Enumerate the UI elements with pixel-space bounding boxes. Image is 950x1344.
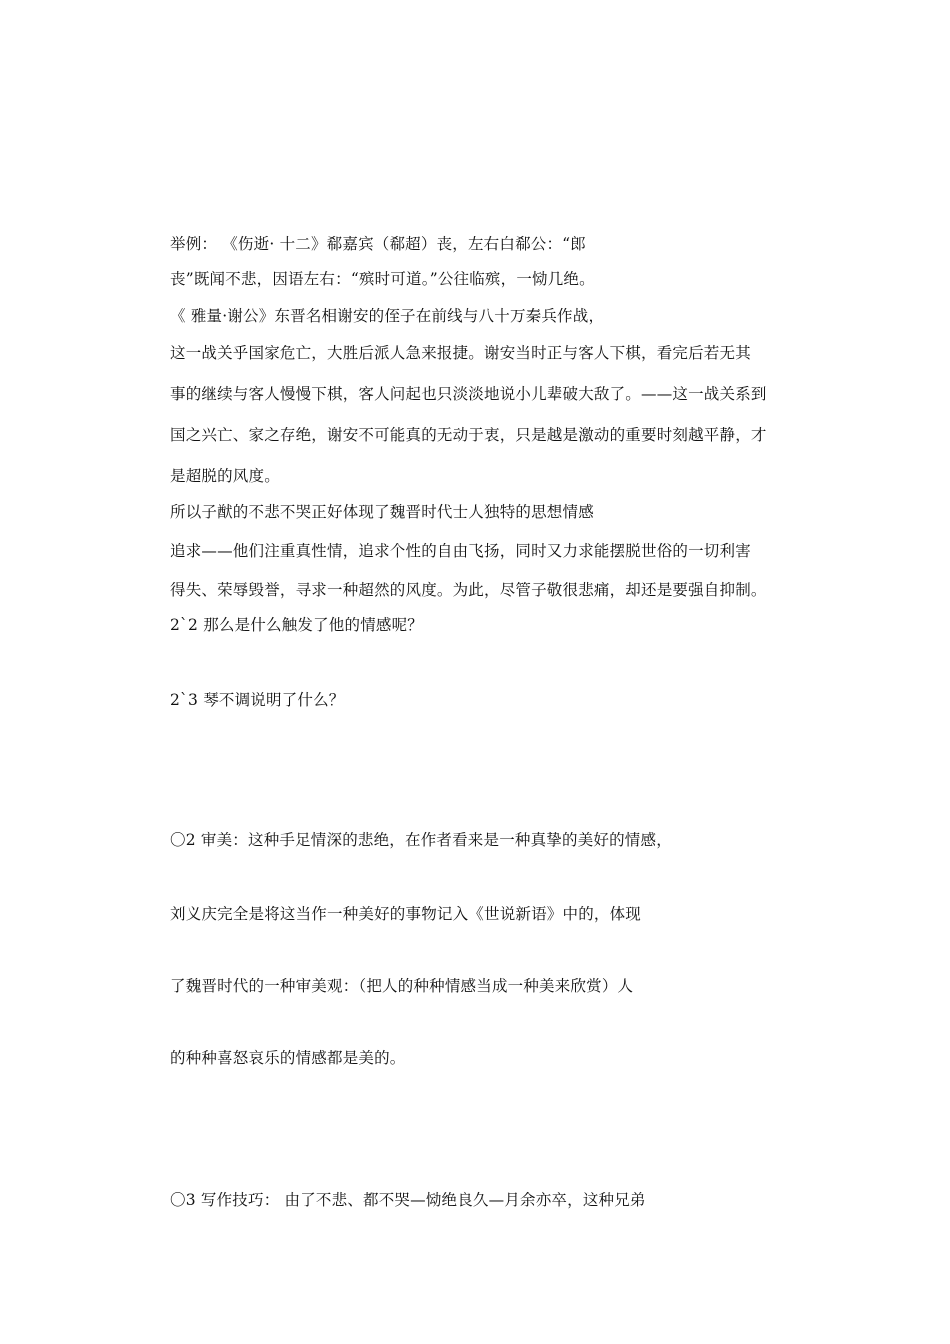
text-line: 2`2 那么是什么触发了他的情感呢？: [170, 616, 424, 634]
text-line: 〇3 写作技巧： 由了不悲、都不哭—恸绝良久—月余亦卒，这种兄弟: [170, 1191, 646, 1209]
text-line: 事的继续与客人慢慢下棋，客人问起也只淡淡地说小儿辈破大敌了。——这一战关系到: [170, 385, 767, 403]
text-line: 《 雅量·谢公》东晋名相谢安的侄子在前线与八十万秦兵作战，: [170, 307, 605, 325]
text-line: 举例： 《伤逝· 十二》郗嘉宾（郗超）丧，左右白郗公：“郎: [170, 235, 587, 253]
text-line: 追求——他们注重真性情，追求个性的自由飞扬，同时又力求能摆脱世俗的一切利害: [170, 542, 751, 560]
text-line: 丧”既闻不悲，因语左右：“殡时可道。”公往临殡，一恸几绝。: [170, 270, 595, 288]
text-line: 所以子猷的不悲不哭正好体现了魏晋时代士人独特的思想情感: [170, 503, 594, 521]
text-line: 这一战关乎国家危亡，大胜后派人急来报捷。谢安当时正与客人下棋，看完后若无其: [170, 344, 751, 362]
text-line: 国之兴亡、家之存绝，谢安不可能真的无动于衷，只是越是激动的重要时刻越平静，才: [170, 426, 767, 444]
text-line: 的种种喜怒哀乐的情感都是美的。: [170, 1049, 406, 1067]
text-line: 是超脱的风度。: [170, 467, 280, 485]
text-line: 了魏晋时代的一种审美观：（把人的种种情感当成一种美来欣赏）人: [170, 977, 634, 995]
text-line: 2`3 琴不调说明了什么？: [170, 691, 345, 709]
text-line: 刘义庆完全是将这当作一种美好的事物记入《世说新语》中的，体现: [170, 905, 642, 923]
text-line: 〇2 审美：这种手足情深的悲绝，在作者看来是一种真挚的美好的情感，: [170, 831, 672, 849]
text-line: 得失、荣辱毁誉，寻求一种超然的风度。为此，尽管子敬很悲痛，却还是要强自抑制。: [170, 581, 767, 599]
